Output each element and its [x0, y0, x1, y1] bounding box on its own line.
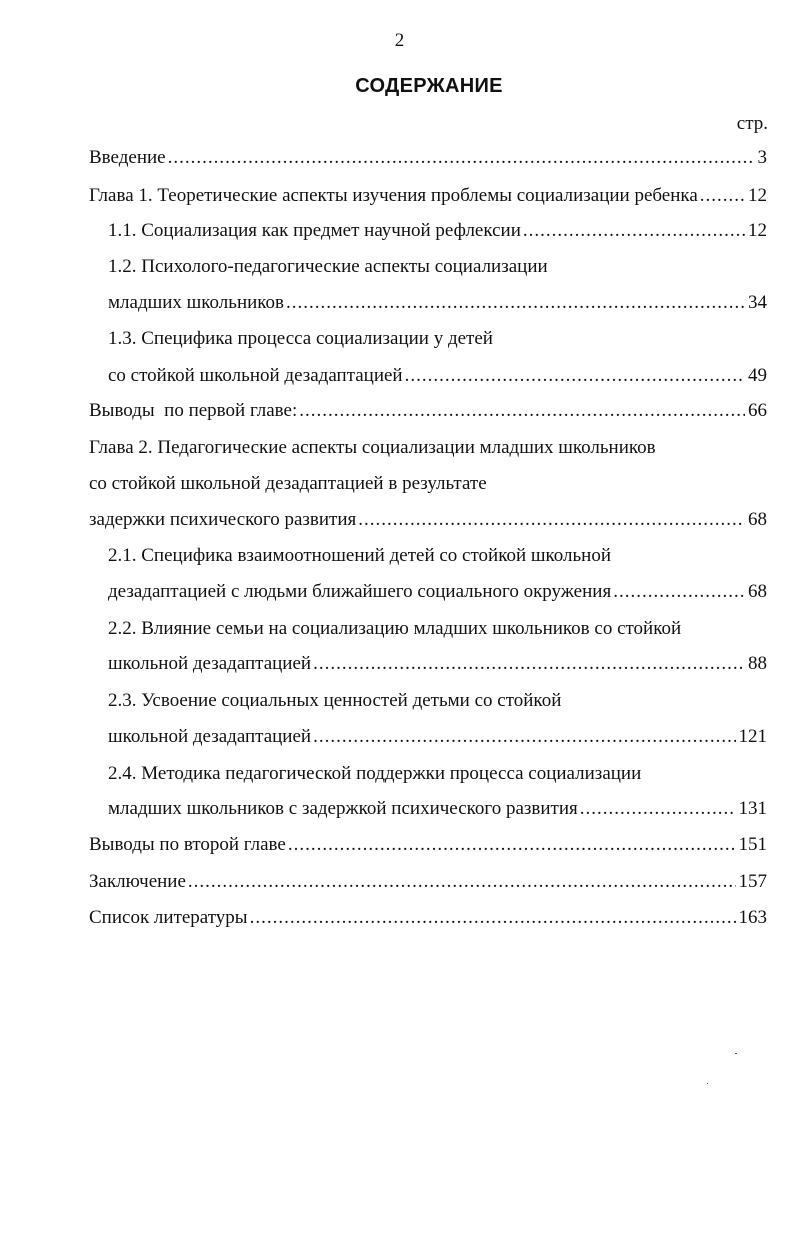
toc-leader — [523, 218, 745, 244]
toc-entry-section-2-1-line-1: 2.1. Специфика взаимоотношений детей со стойкой школьной — [108, 545, 612, 566]
toc-entry-text: младших школьников с задержкой психического развития — [108, 798, 578, 819]
toc-entry-page: 163 — [738, 907, 767, 928]
toc-entry-text: школьной дезадаптацией — [108, 726, 312, 747]
toc-leader — [700, 183, 745, 209]
page-number: 2 — [394, 30, 405, 51]
toc-entry-section-2-1[interactable] — [108, 579, 767, 605]
toc-entry-page: 66 — [748, 400, 767, 421]
toc-entry-section-2-2[interactable] — [108, 651, 767, 677]
toc-entry-page: 68 — [748, 581, 767, 602]
toc-entry-section-2-4[interactable] — [108, 796, 767, 822]
toc-entry-section-1-3[interactable] — [108, 363, 767, 389]
toc-entry-section-2-3-line-1: 2.3. Усвоение социальных ценностей детьми со стойкой — [108, 690, 562, 711]
toc-entry-page: 68 — [748, 509, 767, 530]
toc-entry-section-2-2-line-1: 2.2. Влияние семьи на социализацию младших школьников со стойкой — [108, 618, 682, 639]
toc-entry-page: 88 — [748, 653, 767, 674]
toc-entry-section-1-2[interactable] — [108, 290, 767, 316]
toc-entry-page: 151 — [738, 834, 767, 855]
toc-leader — [405, 363, 745, 389]
toc-entry-section-1-3-line-1: 1.3. Специфика процесса социализации у детей — [108, 328, 493, 349]
toc-entry-text: со стойкой школьной дезадаптацией — [108, 365, 403, 386]
toc-entry-page: 12 — [748, 185, 767, 206]
toc-entry-introduction[interactable] — [89, 145, 767, 171]
toc-leader — [313, 651, 745, 677]
toc-entry-page: 3 — [757, 147, 767, 168]
toc-entry-chapter-1[interactable] — [89, 183, 767, 209]
toc-leader — [613, 579, 745, 605]
toc-entry-text: Выводы по первой главе: — [89, 400, 298, 421]
toc-entry-conclusion[interactable] — [89, 869, 767, 895]
toc-entry-section-2-3[interactable] — [108, 724, 767, 750]
toc-entry-page: 121 — [738, 726, 767, 747]
toc-entry-text: Глава 1. Теоретические аспекты изучения проблемы социализации ребенка — [89, 185, 698, 206]
toc-leader — [286, 290, 745, 316]
toc-entry-section-1-1[interactable] — [108, 218, 767, 244]
toc-leader — [250, 905, 736, 931]
toc-leader — [288, 832, 736, 858]
toc-entry-text: Список литературы — [89, 907, 248, 928]
toc-entry-chapter-2-line-2: со стойкой школьной дезадаптацией в результате — [89, 473, 487, 494]
toc-entry-text: Заключение — [89, 871, 186, 892]
scan-speck — [735, 1053, 737, 1054]
toc-entry-text: младших школьников — [108, 292, 285, 313]
page-title: СОДЕРЖАНИЕ — [355, 75, 503, 97]
toc-leader — [313, 724, 735, 750]
toc-entry-text: 1.1. Социализация как предмет научной рефлексии — [108, 220, 521, 241]
toc-entry-chapter-2-line-1: Глава 2. Педагогические аспекты социализации младших школьников — [89, 437, 656, 458]
page-column-label: стр. — [736, 113, 768, 134]
toc-leader — [580, 796, 736, 822]
toc-entry-section-2-4-line-1: 2.4. Методика педагогической поддержки процесса социализации — [108, 763, 642, 784]
toc-entry-chapter-2[interactable] — [89, 507, 767, 533]
toc-entry-page: 49 — [748, 365, 767, 386]
toc-entry-text: дезадаптацией с людьми ближайшего социального окружения — [108, 581, 612, 602]
scan-speck — [707, 1083, 708, 1084]
toc-leader — [188, 869, 736, 895]
toc-leader — [168, 145, 755, 171]
toc-entry-page: 34 — [748, 292, 767, 313]
toc-entry-text: Введение — [89, 147, 166, 168]
toc-entry-bibliography[interactable] — [89, 905, 767, 931]
toc-entry-page: 157 — [738, 871, 767, 892]
toc-entry-section-1-2-line-1: 1.2. Психолого-педагогические аспекты социализации — [108, 256, 548, 277]
toc-entry-chapter-1-conclusions[interactable] — [89, 398, 767, 424]
toc-entry-text: задержки психического развития — [89, 509, 357, 530]
toc-entry-text: школьной дезадаптацией — [108, 653, 312, 674]
toc-entry-page: 12 — [748, 220, 767, 241]
toc-leader — [358, 507, 745, 533]
toc-entry-text: Выводы по второй главе — [89, 834, 286, 855]
toc-leader — [299, 398, 745, 424]
toc-entry-page: 131 — [738, 798, 767, 819]
toc-entry-chapter-2-conclusions[interactable] — [89, 832, 767, 858]
